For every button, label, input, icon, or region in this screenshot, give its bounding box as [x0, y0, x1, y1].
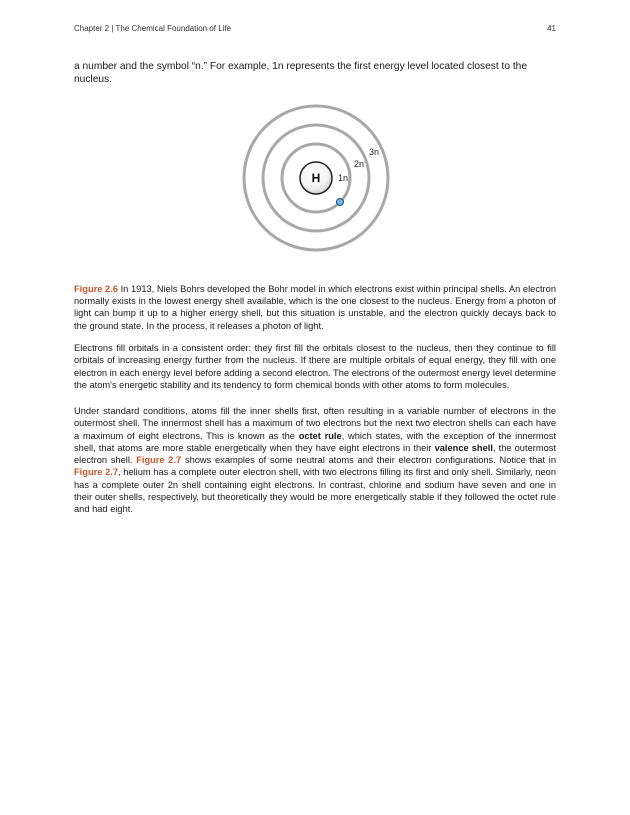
- figure-link[interactable]: Figure 2.7: [136, 455, 182, 466]
- paragraph-text: shows examples of some neutral atoms and their electron configurations. Notice that in: [181, 455, 556, 466]
- page-number: 41: [547, 24, 556, 33]
- term-valence-shell: valence shell: [434, 442, 493, 453]
- paragraph-electron-filling: Electrons fill orbitals in a consistent order: they first fill the orbitals closest to the nucleus, then they continue to fill orbitals of increasing energy further from the nucleus. If there are multiple orbitals of equal energy, they fill with one electron in each energy level before adding a second electron. The electrons of the outermost energy level determine the atom's energetic stability and its tendency to form chemical bonds with other atoms to form molecules.: [74, 343, 556, 390]
- paragraph-octet-rule: [74, 405, 556, 516]
- intro-text: a number and the symbol “n.” For example, 1n represents the first energy level located closest to the nucleus.: [74, 61, 528, 85]
- shell-label-2n: 2n: [354, 159, 365, 169]
- bohr-model-diagram: [0, 100, 630, 260]
- nucleus-label: H: [311, 171, 321, 185]
- figure-reference[interactable]: Figure 2.6: [74, 284, 118, 294]
- paragraph-text: Under standard conditions, atoms fill the inner shells first, often resulting in a variable number of electrons in the outermost shell. The innermost shell has a maximum of two electrons but the next two electron shells can each have a maximum of eight electrons. This is known as the: [74, 406, 556, 441]
- electron: [337, 199, 344, 206]
- page-header: [74, 24, 556, 33]
- term-octet-rule: octet rule: [298, 430, 342, 441]
- paragraph-text: , which states, with the exception of the innermost shell, that atoms are more stable energetically when they have eight electrons in their: [74, 430, 556, 453]
- chapter-title: Chapter 2 | The Chemical Foundation of Life: [74, 24, 232, 33]
- figure-link[interactable]: Figure 2.7: [74, 467, 118, 478]
- paragraph-text: , helium has a complete outer electron shell, with two electrons filling its first and only shell. Similarly, neon has a complete outer 2n shell containing eight electrons. In contrast, chlorine and sodium have seven and one in their outer shells, respectively, but theoretically they would be more energetically stable if they followed the octet rule and had eight.: [74, 467, 556, 515]
- shell-label-3n: 3n: [369, 147, 380, 157]
- shell-label-1n: 1n: [338, 173, 349, 183]
- caption-text: In 1913, Niels Bohrs developed the Bohr model in which electrons exist within principal shells. An electron normally exists in the lowest energy shell available, which is the one closest to the nucleus. Energy from a photon of light can bump it up to a higher energy shell, but this situation is unstable, and the electron quickly decays back to the ground state. In the process, it releases a photon of light.: [74, 284, 556, 331]
- figure-caption: [74, 283, 556, 332]
- paragraph-text: , the outermost electron shell.: [74, 442, 556, 466]
